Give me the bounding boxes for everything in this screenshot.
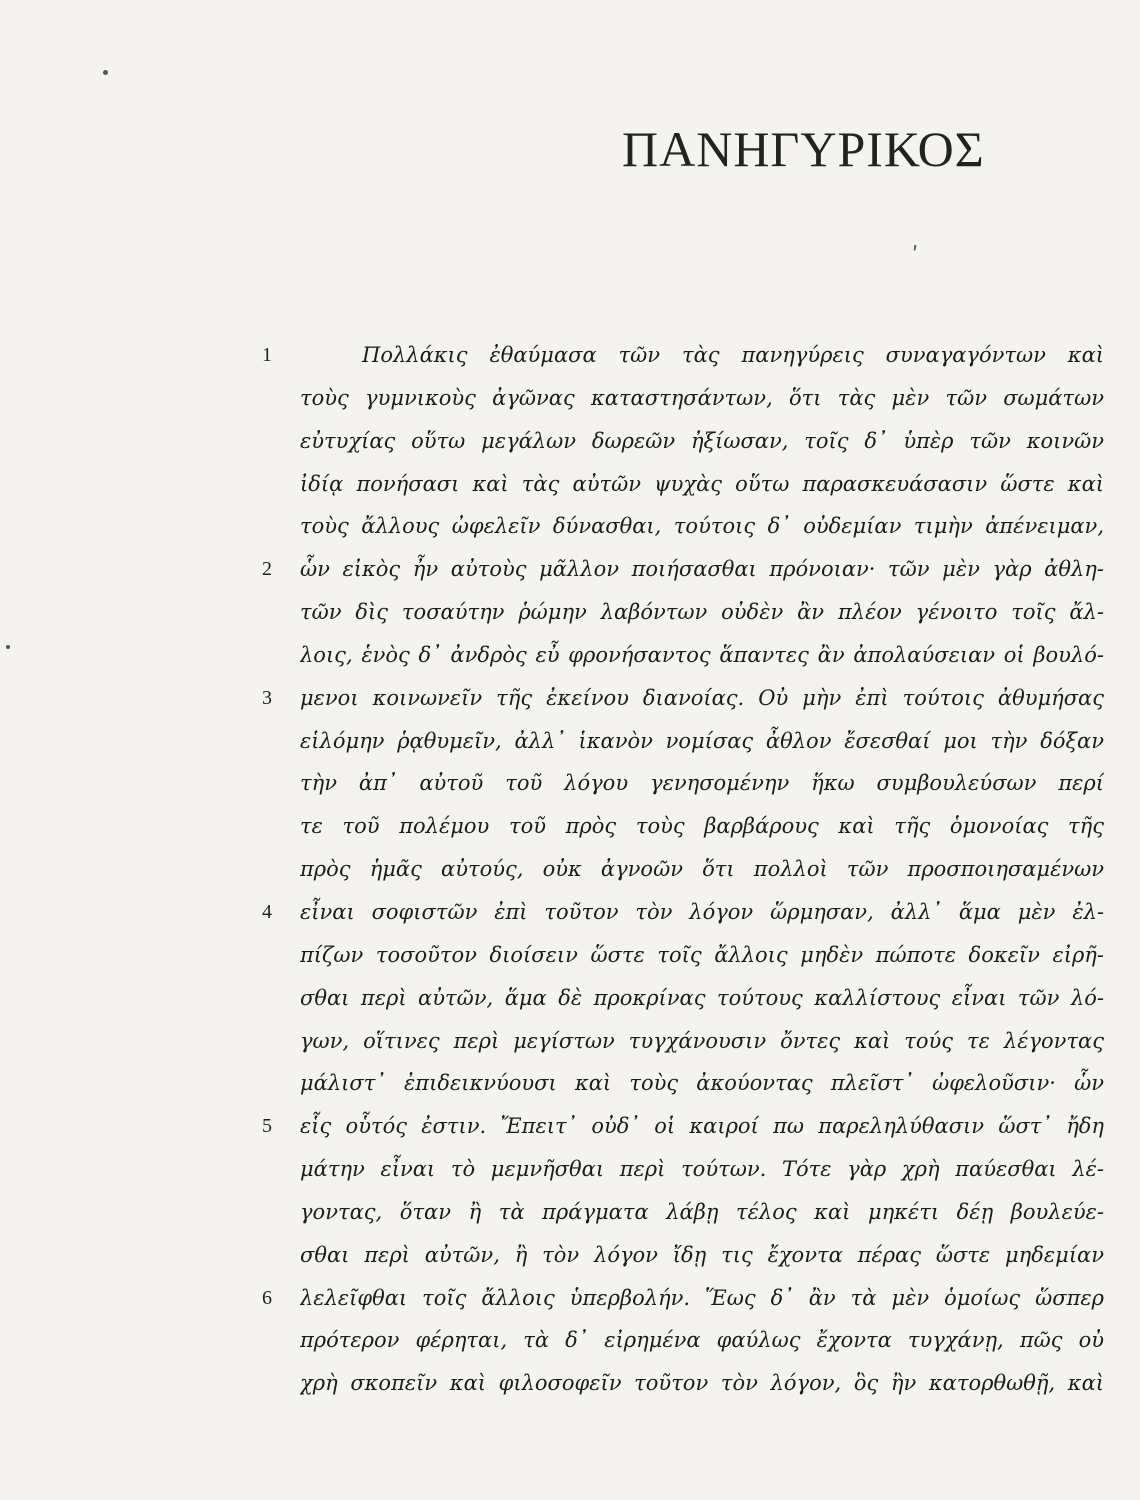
text-line: εἶναι σοφιστῶν ἐπὶ τοῦτον τὸν λόγον ὥρμησαν, ἀλλ᾽ ἅμα μὲν ἐλ- <box>300 899 1104 924</box>
text-line: λελεῖφθαι τοῖς ἄλλοις ὑπερβολήν. Ἕως δ᾽ ἂν τὰ μὲν ὁμοίως ὥσπερ <box>300 1285 1104 1310</box>
text-line: χρὴ σκοπεῖν καὶ φιλοσοφεῖν τοῦτον τὸν λόγον, ὃς ἢν κατορθωθῇ, καὶ <box>300 1371 1104 1396</box>
text-line: μάτην εἶναι τὸ μεμνῆσθαι περὶ τούτων. Τότε γὰρ χρὴ παύεσθαι λέ- <box>300 1157 1104 1182</box>
text-line: τοὺς γυμνικοὺς ἀγῶνας καταστησάντων, ὅτι τὰς μὲν τῶν σωμάτων <box>300 385 1104 410</box>
text-line: γων, οἵτινες περὶ μεγίστων τυγχάνουσιν ὄντες καὶ τούς τε λέγοντας <box>300 1028 1104 1053</box>
text-line: τῶν δὶς τοσαύτην ῥώμην λαβόντων οὐδὲν ἂν πλέον γένοιτο τοῖς ἄλ- <box>300 600 1104 625</box>
text-line: λοις, ἑνὸς δ᾽ ἀνδρὸς εὖ φρονήσαντος ἅπαντες ἂν ἀπολαύσειαν οἱ βουλό- <box>300 642 1104 667</box>
section-number: 1 <box>262 344 272 366</box>
text-line: εἷς οὗτός ἐστιν. Ἔπειτ᾽ οὐδ᾽ οἱ καιροί πω παρεληλύθασιν ὥστ᾽ ἤδη <box>300 1114 1104 1139</box>
text-line: ἰδίᾳ πονήσασι καὶ τὰς αὐτῶν ψυχὰς οὕτω παρασκευάσασιν ὥστε καὶ <box>300 471 1104 496</box>
section-number: 4 <box>262 901 272 924</box>
stray-mark: ʹ <box>912 244 919 269</box>
text-line: σθαι περὶ αὐτῶν, ἢ τὸν λόγον ἴδῃ τις ἔχοντα πέρας ὥστε μηδεμίαν <box>300 1242 1104 1267</box>
text-line: Πολλάκις ἐθαύμασα τῶν τὰς πανηγύρεις συναγαγόντων καὶ <box>362 343 1104 367</box>
text-line: τὴν ἀπ᾽ αὐτοῦ τοῦ λόγου γενησομένην ἥκω συμβουλεύσων περί <box>300 771 1104 796</box>
section-number: 6 <box>262 1286 272 1309</box>
page-title: ΠΑΝΗΓΥΡΙΚΟΣ <box>622 121 985 177</box>
text-line: σθαι περὶ αὐτῶν, ἅμα δὲ προκρίνας τούτους καλλίστους εἶναι τῶν λό- <box>300 985 1104 1010</box>
text-line: πρότερον φέρηται, τὰ δ᾽ εἰρημένα φαύλως ἔχοντα τυγχάνῃ, πῶς οὐ <box>300 1328 1104 1353</box>
section-number: 5 <box>262 1115 272 1138</box>
text-line: πίζων τοσοῦτον διοίσειν ὥστε τοῖς ἄλλοις μηδὲν πώποτε δοκεῖν εἰρῆ- <box>300 942 1104 967</box>
section-number: 2 <box>262 558 272 581</box>
section-number: 3 <box>262 686 272 709</box>
text-line: μενοι κοινωνεῖν τῆς ἐκείνου διανοίας. Οὐ μὴν ἐπὶ τούτοις ἀθυμήσας <box>300 685 1104 710</box>
ink-speck <box>6 645 10 649</box>
text-line: εἱλόμην ῥᾳθυμεῖν, ἀλλ᾽ ἱκανὸν νομίσας ἆθλον ἔσεσθαί μοι τὴν δόξαν <box>300 728 1104 753</box>
text-line: γοντας, ὅταν ἢ τὰ πράγματα λάβῃ τέλος καὶ μηκέτι δέῃ βουλεύε- <box>300 1199 1104 1224</box>
text-line: τοὺς ἄλλους ὠφελεῖν δύνασθαι, τούτοις δ᾽ οὐδεμίαν τιμὴν ἀπένειμαν, <box>300 514 1104 539</box>
text-line: εὐτυχίας οὕτω μεγάλων δωρεῶν ἠξίωσαν, τοῖς δ᾽ ὑπὲρ τῶν κοινῶν <box>300 428 1104 453</box>
text-line: τε τοῦ πολέμου τοῦ πρὸς τοὺς βαρβάρους καὶ τῆς ὁμονοίας τῆς <box>300 814 1104 839</box>
ink-speck <box>103 70 108 75</box>
text-line: ὧν εἰκὸς ἦν αὐτοὺς μᾶλλον ποιήσασθαι πρόνοιαν· τῶν μὲν γὰρ ἀθλη- <box>300 557 1104 582</box>
text-line: πρὸς ἡμᾶς αὐτούς, οὐκ ἀγνοῶν ὅτι πολλοὶ τῶν προσποιησαμένων <box>300 857 1104 882</box>
text-line: μάλιστ᾽ ἐπιδεικνύουσι καὶ τοὺς ἀκούοντας πλεῖστ᾽ ὠφελοῦσιν· ὧν <box>300 1071 1104 1096</box>
greek-text-body <box>300 334 1104 1405</box>
